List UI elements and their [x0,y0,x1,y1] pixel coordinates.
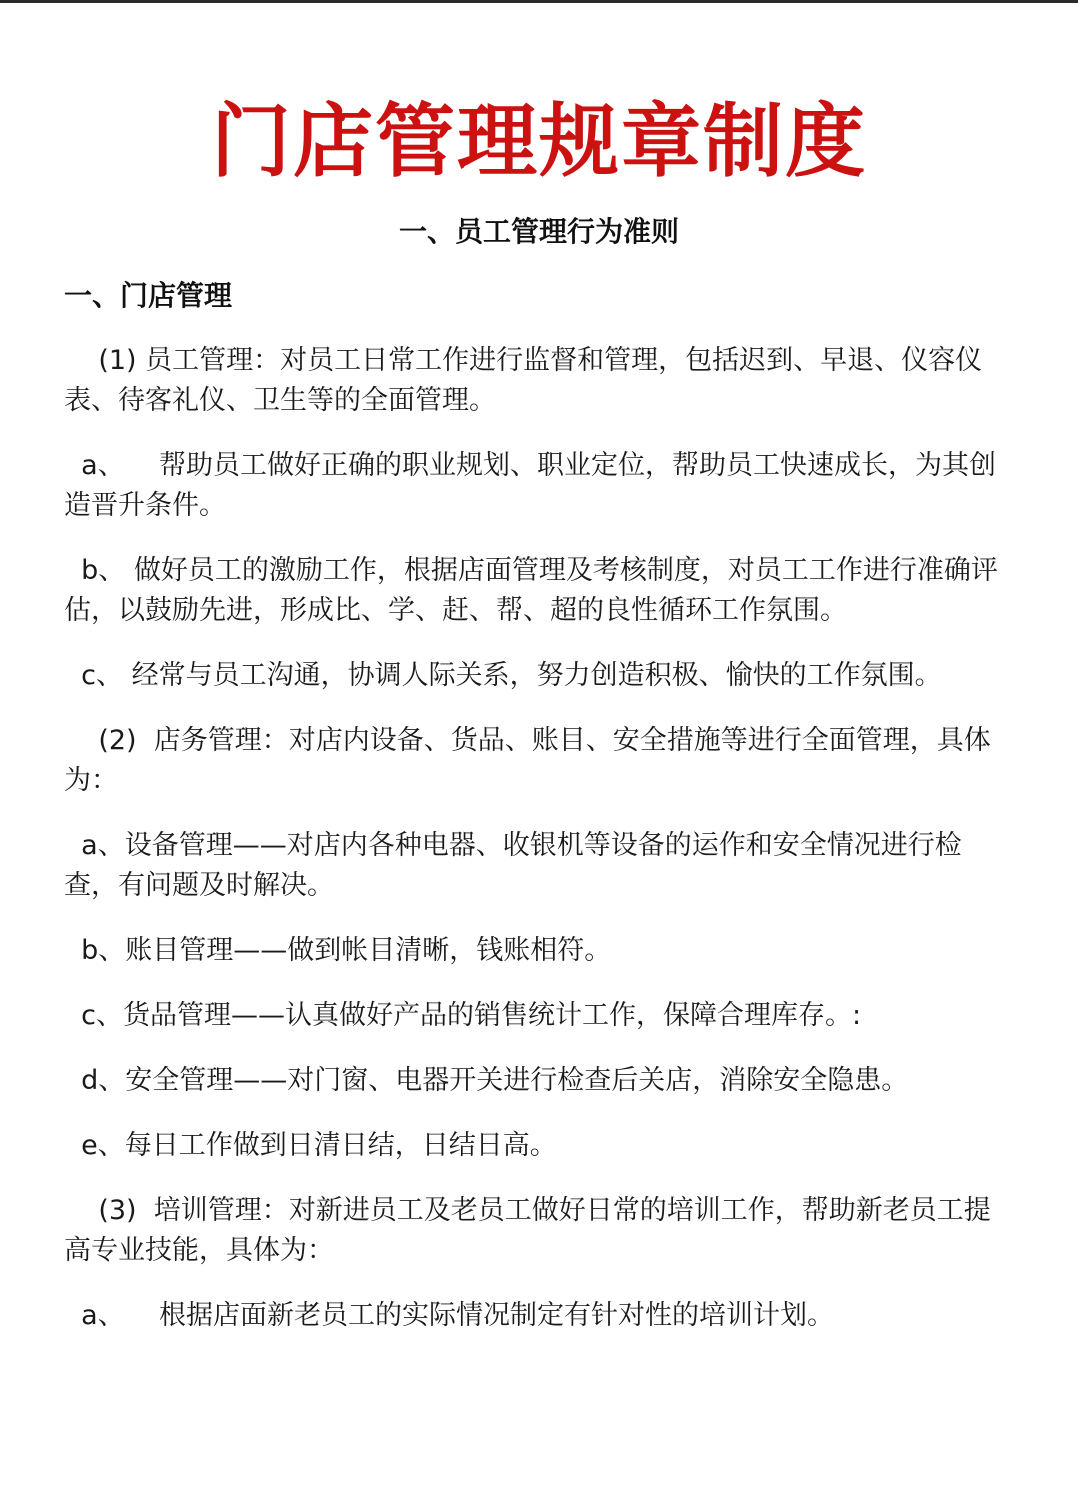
paragraph-equipment: a、设备管理——对店内各种电器、收银机等设备的运作和安全情况进行检查，有问题及时解决。 [64,830,962,901]
paragraph-store-management: (2) 店务管理：对店内设备、货品、账目、安全措施等进行全面管理，具体为： [64,725,991,796]
paragraph-daily-work: e、每日工作做到日清日结，日结日高。 [64,1130,557,1161]
paragraph-item-a: a、 帮助员工做好正确的职业规划、职业定位，帮助员工快速成长，为其创造晋升条件。 [64,450,997,521]
paragraph-goods: c、货品管理——认真做好产品的销售统计工作，保障合理库存。: [64,1000,862,1031]
paragraph-item-b: b、 做好员工的激励工作，根据店面管理及考核制度，对员工工作进行准确评估，以鼓励先进，形成比、学、赶、帮、超的良性循环工作氛围。 [64,555,998,626]
document-subtitle: 一、员工管理行为准则 [398,215,679,248]
paragraph-staff-management: (1) 员工管理：对员工日常工作进行监督和管理，包括迟到、早退、仪容仪表、待客礼仪、卫生等的全面管理。 [64,345,983,416]
paragraph-training-plan: a、 根据店面新老员工的实际情况制定有针对性的培训计划。 [64,1300,835,1331]
document-title: 门店管理规章制度 [211,95,867,188]
section-heading: 一、门店管理 [64,279,233,312]
paragraph-training-management: (3) 培训管理：对新进员工及老员工做好日常的培训工作，帮助新老员工提高专业技能，具体为： [64,1195,991,1266]
paragraph-safety: d、安全管理——对门窗、电器开关进行检查后关店，消除安全隐患。 [64,1065,909,1096]
paragraph-item-c: c、 经常与员工沟通，协调人际关系，努力创造积极、愉快的工作氛围。 [64,660,942,691]
paragraph-accounts: b、账目管理——做到帐目清晰，钱账相符。 [64,935,612,966]
